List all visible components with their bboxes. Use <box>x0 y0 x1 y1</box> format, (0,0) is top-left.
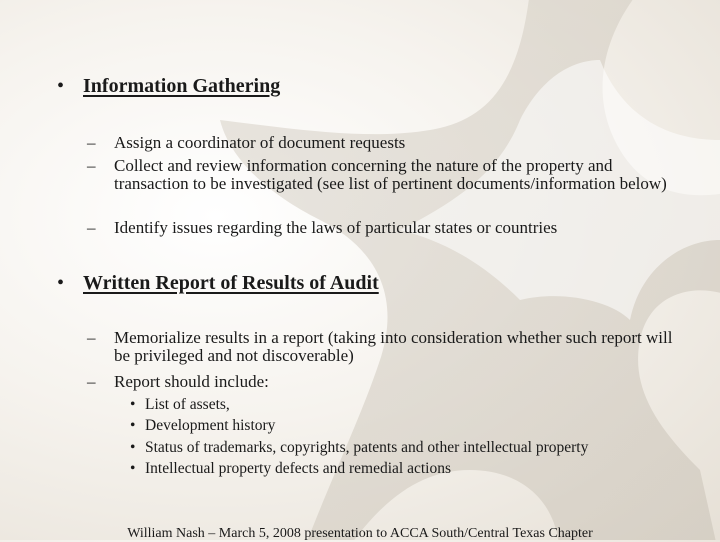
slide-content: • Information Gathering – Assign a coordinator of document requests – Collect and review information concerning the nature of the property and transaction to be investigated (see list of pertinent documents/information below) – Identify issues regarding the laws of particular states or countries • Written Report of Results of Audit – Memorialize results in a report (taking into consideration whether such report will be privileged and not discoverable) – Report should include: • List of assets, • Development history • Status of trademarks, copyrights, patents and other intellectual property • Intellectual property defects and remedial actions William Nash – March 5, 2008 presentation to ACCA South/Central Texas Chapter <box>0 0 720 540</box>
bullet-icon: • <box>130 417 136 434</box>
dash-icon: – <box>87 372 96 391</box>
dash-icon: – <box>87 328 96 347</box>
bullet-icon: • <box>130 460 136 477</box>
dash-icon: – <box>87 156 96 175</box>
slide-footer: William Nash – March 5, 2008 presentation to ACCA South/Central Texas Chapter <box>127 526 593 541</box>
list-item: – Report should include: <box>87 372 269 391</box>
list-item: – Identify issues regarding the laws of particular states or countries <box>87 218 558 237</box>
dash-icon: – <box>87 133 96 152</box>
list-item: – Assign a coordinator of document requests <box>87 133 406 152</box>
bullet-icon: • <box>130 396 136 413</box>
list-item: – Memorialize results in a report (taking into consideration whether such report will be privileged and not discoverable) <box>87 328 673 365</box>
bullet-icon: • <box>130 439 136 456</box>
bullet-icon: • <box>57 272 65 294</box>
list-item: – Collect and review information concerning the nature of the property and transaction to be investigated (see list of pertinent documents/information below) <box>87 156 667 193</box>
dash-icon: – <box>87 218 96 237</box>
bullet-icon: • <box>57 75 65 97</box>
